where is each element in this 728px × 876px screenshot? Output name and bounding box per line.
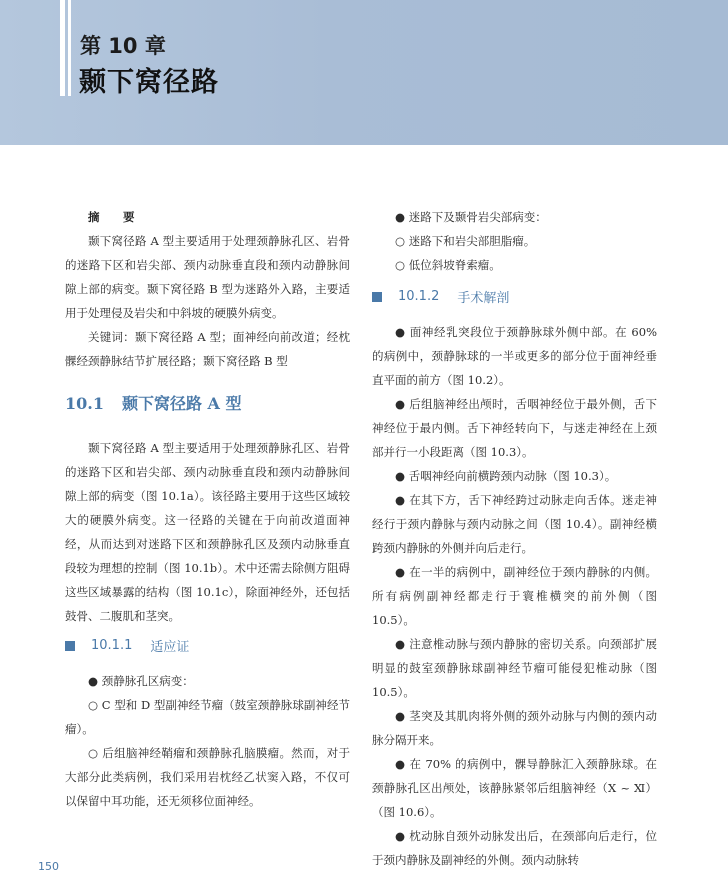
list-item: ● 注意椎动脉与颈内静脉的密切关系。向颈部扩展明显的鼓室颈静脉球副神经节瘤可能侵犯椎动脉（图 10.5）。 [372, 637, 657, 699]
abstract-paragraph: 颞下窝径路 A 型主要适用于处理颈静脉孔区、岩骨的迷路下区和岩尖部、颈内动脉垂直段和颈内动静脉间隙上部的病变。颞下窝径路 B 型为迷路外入路，主要适用于处理侵及岩尖和中斜坡的硬膜外病变。 [65, 234, 350, 320]
banner-stripe [60, 0, 65, 96]
list-item: ○ 迷路下和岩尖部胆脂瘤。 [395, 234, 536, 248]
list-item: ● 在其下方，舌下神经跨过动脉走向舌体。迷走神经行于颈内静脉与颈内动脉之间（图 10.4）。副神经横跨颈内静脉的外侧并向后走行。 [372, 493, 657, 555]
body-paragraph: 颞下窝径路 A 型主要适用于处理颈静脉孔区、岩骨的迷路下区和岩尖部、颈内动脉垂直段和颈内动静脉间隙上部的病变（图 10.1a）。该径路主要用于这些区域较大的硬膜外病变。这一径路的关键在于向前改道面神经，从而达到对迷路下区和颈静脉孔区及颈内动脉垂直段较为理想的控制（图 10.1b）。术中还需去除侧方阻碍这些区域暴露的结构（图 10.1c），除面神经外，还包括鼓骨、二腹肌和茎突。 [65, 441, 350, 623]
section-title: 颞下窝径路 A 型 [121, 394, 242, 413]
section-number: 10.1 [65, 394, 104, 413]
subsection-title: 适应证 [150, 640, 190, 655]
subsection-number: 10.1.2 [398, 289, 440, 304]
list-item: ○ 低位斜坡脊索瘤。 [395, 258, 501, 272]
list-item: ● 在一半的病例中，副神经位于颈内静脉的内侧。所有病例副神经都走行于寰椎横突的前外侧（图 10.5）。 [372, 565, 657, 627]
list-item: ○ 后组脑神经鞘瘤和颈静脉孔脑膜瘤。然而，对于大部分此类病例，我们采用岩枕经乙状窦入路，不仅可以保留中耳功能，还无须移位面神经。 [65, 746, 350, 808]
chapter-title: 颞下窝径路 [79, 67, 219, 98]
list-item: ○ C 型和 D 型副神经节瘤（鼓室颈静脉球副神经节瘤）。 [65, 698, 350, 736]
chapter-banner [0, 0, 728, 145]
subsection-number: 10.1.1 [91, 638, 133, 653]
section-heading [65, 391, 350, 414]
square-bullet-icon [372, 292, 382, 302]
list-item: ● 迷路下及颞骨岩尖部病变： [395, 210, 547, 224]
list-item: ● 茎突及其肌肉将外侧的颈外动脉与内侧的颈内动脉分隔开来。 [372, 709, 657, 747]
square-bullet-icon [65, 641, 75, 651]
keywords-paragraph: 关键词：颞下窝径路 A 型；面神经向前改道；经枕髁经颈静脉结节扩展径路；颞下窝径路 B 型 [65, 330, 350, 368]
list-item: ● 面神经乳突段位于颈静脉球外侧中部。在 60% 的病例中，颈静脉球的一半或更多的部分位于面神经垂直平面的前方（图 10.2）。 [372, 325, 657, 387]
list-item: ● 枕动脉自颈外动脉发出后，在颈部向后走行，位于颈内静脉及副神经的外侧。颈内动脉转 [372, 829, 657, 867]
abstract-heading: 摘 要 [88, 210, 141, 224]
page-number: 150 [38, 860, 59, 873]
right-column [372, 205, 657, 872]
subsection-heading [65, 636, 350, 655]
list-item: ● 颈静脉孔区病变： [88, 674, 194, 688]
list-item: ● 后组脑神经出颅时，舌咽神经位于最外侧，舌下神经位于最内侧。舌下神经转向下，与迷走神经在上颈部并行一小段距离（图 10.3）。 [372, 397, 657, 459]
list-item: ● 舌咽神经向前横跨颈内动脉（图 10.3）。 [395, 469, 617, 483]
chapter-label: 第 10 章 [80, 34, 166, 58]
subsection-title: 手术解剖 [457, 291, 510, 306]
list-item: ● 在 70% 的病例中，髁导静脉汇入颈静脉球。在颈静脉孔区出颅处，该静脉紧邻后组脑神经（Ⅹ ~ Ⅺ）（图 10.6）。 [372, 757, 657, 819]
banner-stripe [68, 0, 71, 96]
subsection-heading [372, 287, 657, 306]
left-column [65, 205, 350, 813]
